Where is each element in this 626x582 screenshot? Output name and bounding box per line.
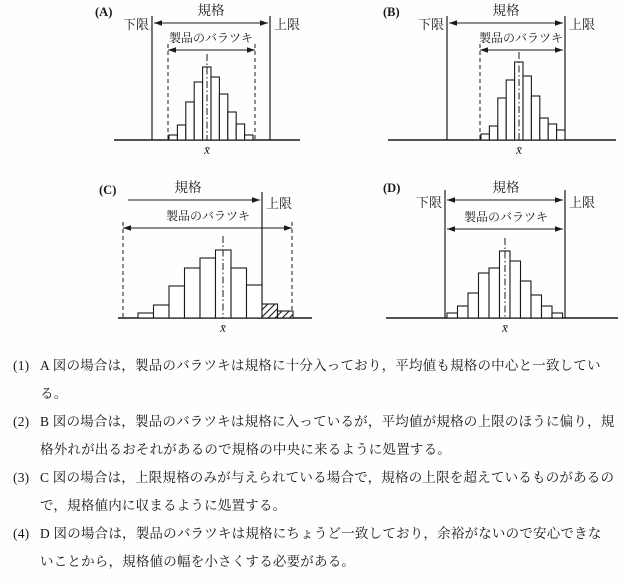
variation-label: 製品のバラツキ — [463, 210, 549, 224]
spec-label: 規格 — [492, 180, 520, 195]
upper-limit-label: 上限 — [266, 196, 293, 211]
histogram-bar — [515, 62, 523, 140]
diagram-b — [380, 0, 626, 172]
lower-limit-label: 下限 — [417, 17, 444, 32]
statement-2-line-2: 格外れが出るおそれがあるので規格の中央に来るように処置する。 — [40, 442, 451, 457]
histogram-bar — [211, 77, 219, 140]
figure-label: (A) — [95, 5, 113, 19]
variation-label: 製品のバラツキ — [165, 209, 251, 223]
diagram-c-figure — [88, 172, 334, 344]
statement-3-text: C 図の場合は，上限規格のみが与えられている場合で，規格の上限を超えているものがあるの — [40, 470, 615, 485]
statement-1 — [13, 352, 619, 408]
histogram-bar — [523, 76, 531, 140]
histogram-bar — [458, 306, 469, 318]
statement-1-line-2: る。 — [40, 386, 68, 401]
upper-limit-label: 上限 — [569, 195, 596, 210]
statement-2 — [13, 408, 619, 464]
statement-2-line-1 — [13, 408, 619, 436]
histogram-bar — [194, 82, 202, 140]
histogram-bar — [489, 268, 500, 318]
histogram-bar — [138, 313, 154, 318]
diagram-a-figure — [88, 0, 334, 172]
statement-4-line-1 — [13, 520, 619, 548]
arrowhead — [247, 47, 255, 53]
arrowhead — [555, 20, 563, 26]
arrowhead — [555, 226, 563, 232]
statement-4 — [13, 520, 619, 576]
variation-label: 製品のバラツキ — [478, 31, 564, 45]
statement-1-text: A 図の場合は，製品のバラツキは規格に十分入っており，平均値も規格の中心と一致してい — [40, 358, 601, 373]
histogram-bar — [228, 112, 236, 140]
lower-limit-label: 下限 — [122, 17, 149, 32]
spec-label: 規格 — [174, 180, 202, 195]
diagram-c — [88, 172, 334, 344]
arrowhead — [284, 225, 292, 231]
statement-4-number: (4) — [13, 526, 30, 541]
histogram-bar — [236, 124, 244, 140]
lower-limit-label: 下限 — [415, 195, 442, 210]
histogram-bar — [557, 130, 565, 140]
histogram-bar — [185, 268, 201, 318]
histogram-bar-hatched — [262, 304, 278, 318]
arrowhead — [480, 47, 488, 53]
diagram-d-figure — [380, 172, 626, 344]
histogram-bar — [177, 125, 185, 140]
diagram-b-figure — [380, 0, 626, 172]
arrowhead — [252, 197, 260, 203]
arrowhead — [555, 197, 563, 203]
diagram-d — [380, 172, 626, 344]
statement-4-line-2: いことから，規格値の幅を小さくする必要がある。 — [40, 554, 356, 569]
histogram-bar — [186, 102, 194, 140]
arrowhead — [260, 20, 268, 26]
mean-label: x̄ — [204, 142, 210, 157]
histogram-bar — [510, 261, 521, 318]
arrowhead — [555, 47, 563, 53]
histogram-bar — [498, 98, 506, 140]
histogram-bar — [247, 285, 263, 318]
histogram-bar — [552, 313, 563, 318]
arrowhead — [449, 20, 457, 26]
histogram-bar — [447, 313, 458, 318]
arrowhead — [447, 226, 455, 232]
arrowhead — [123, 225, 131, 231]
mean-label: x̄ — [516, 142, 522, 157]
statement-1-number: (1) — [13, 358, 30, 373]
histogram-bar — [169, 135, 177, 140]
mean-label: x̄ — [220, 320, 226, 335]
histogram-bar — [219, 94, 227, 140]
histogram-bar — [531, 96, 539, 140]
statement-2-text: B 図の場合は，製品のバラツキは規格に入っているが，平均値が規格の上限のほうに偏り，規 — [40, 414, 615, 429]
statement-4-text: D 図の場合は，製品のバラツキは規格にちょうど一致しており，余裕がないので安心できな — [40, 526, 602, 541]
figure-label: (C) — [99, 183, 117, 197]
histogram-bar — [540, 118, 548, 140]
histogram-bar — [531, 295, 542, 318]
upper-limit-label: 上限 — [569, 17, 596, 32]
histogram-bar — [169, 286, 185, 318]
histogram-bar — [521, 281, 532, 318]
statement-3-line-2: で，規格値内に収まるように処置する。 — [40, 498, 287, 513]
histogram-bar — [489, 126, 497, 140]
variation-label: 製品のバラツキ — [168, 31, 254, 45]
statement-3 — [13, 464, 619, 520]
statements-block — [13, 352, 619, 576]
histogram-bar — [479, 273, 490, 318]
histogram-bar — [506, 80, 514, 140]
statement-3-number: (3) — [13, 470, 30, 485]
arrowhead — [447, 197, 455, 203]
histogram-bar — [245, 135, 253, 140]
histogram-bar-hatched — [278, 311, 294, 318]
histogram-bar — [154, 305, 170, 318]
upper-limit-label: 上限 — [274, 17, 301, 32]
figure-label: (D) — [383, 181, 401, 195]
mean-label: x̄ — [502, 320, 508, 335]
arrowhead — [154, 20, 162, 26]
statement-1-line-1 — [13, 352, 619, 380]
histogram-bar — [468, 293, 479, 318]
diagram-a — [88, 0, 334, 172]
histogram-bar — [542, 306, 553, 318]
histogram-bar — [231, 268, 247, 318]
figure-label: (B) — [383, 5, 400, 19]
spec-label: 規格 — [492, 3, 520, 18]
statement-2-number: (2) — [13, 414, 30, 429]
spec-label: 規格 — [197, 3, 225, 18]
statement-3-line-1 — [13, 464, 619, 492]
histogram-bar — [481, 134, 489, 140]
arrowhead — [168, 47, 176, 53]
histogram-bar — [548, 124, 556, 140]
histogram-bar — [200, 258, 216, 318]
